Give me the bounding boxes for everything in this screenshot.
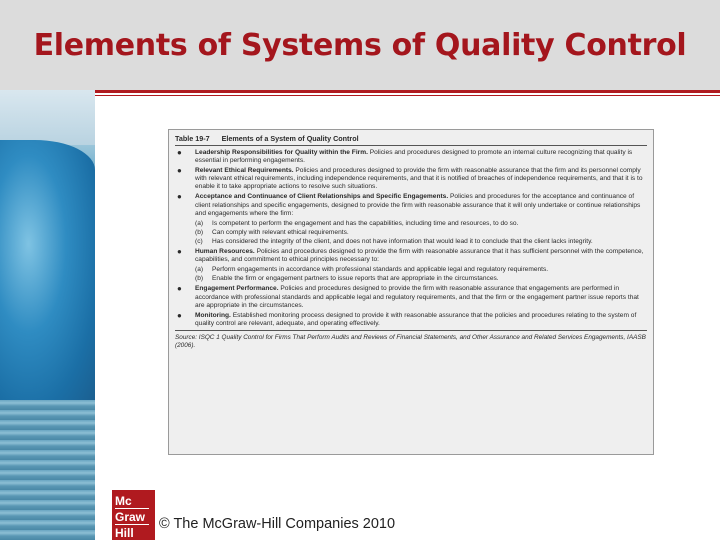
iceberg-image [0, 90, 95, 540]
list-item [175, 167, 647, 191]
table-caption [175, 134, 647, 143]
table-rule [175, 145, 647, 146]
sub-item: (c) Has considered the integrity of the client, and does not have information that would lead it to conclude that the client lacks integrity. [195, 237, 593, 245]
sub-item: (b) Enable the firm or engagement partners to issue reports that are appropriate in the circumstances. [195, 275, 499, 283]
sub-item: (a) Is competent to perform the engagement and has the capabilities, including time and resources, to do so. [195, 219, 519, 227]
item-body: Policies and procedures for the acceptance and continuance of client relationships and specific engagements, designed to provide the firm with reasonable assurance that it will only undertake or continue relationships and engagements where the firm: [195, 193, 641, 217]
iceberg-ice [0, 140, 95, 400]
title-bar [0, 0, 720, 90]
logo-line: Graw [115, 510, 149, 525]
table-heading: Elements of a System of Quality Control [221, 134, 359, 143]
copyright-text: © The McGraw-Hill Companies 2010 [159, 516, 396, 532]
table-source: Source: ISQC 1 Quality Control for Firms That Perform Audits and Reviews of Financial Statements, and Other Assurance and Related Services Engagements, IAASB (2006). [175, 333, 646, 349]
mcgraw-hill-logo [112, 490, 155, 540]
iceberg-sky [0, 90, 95, 145]
item-head: Engagement Performance. [195, 285, 279, 293]
bullet: ● [177, 247, 182, 257]
bullet: ● [177, 284, 182, 294]
item-body: Policies and procedures designed to promote an internal culture recognizing that quality is essential in performing engagements. [195, 149, 633, 165]
item-head: Human Resources. [195, 248, 255, 256]
item-head: Relevant Ethical Requirements. [195, 167, 294, 175]
quality-control-table [168, 129, 654, 455]
item-body: Policies and procedures designed to provide the firm with reasonable assurance that the firm and its personnel comply with relevant ethical requirements, including independence requirements, and that it is notified of breaches of independence requirements, and that it is to enable it to take appropriate actions to resolve such situations. [195, 167, 643, 191]
list-item [175, 248, 647, 264]
list-item [175, 193, 647, 217]
slide-title: Elements of Systems of Quality Control [33, 27, 687, 63]
item-head: Acceptance and Continuance of Client Relationships and Specific Engagements. [195, 193, 449, 201]
sub-item: (b) Can comply with relevant ethical requirements. [195, 228, 349, 236]
table-rule-bottom [175, 330, 647, 331]
bullet: ● [177, 148, 182, 157]
item-head: Leadership Responsibilities for Quality within the Firm. [195, 149, 368, 156]
sub-item: (a) Perform engagements in accordance with professional standards and applicable legal and regulatory requirements. [195, 266, 549, 274]
table-number: Table 19-7 [175, 134, 210, 143]
item-body: Policies and procedures designed to provide the firm with reasonable assurance that it has sufficient personnel with the competence, capabilities, and commitment to ethical principles necessary to: [195, 248, 644, 264]
list-item [175, 285, 647, 309]
bullet: ● [177, 310, 182, 320]
iceberg-water [0, 400, 95, 540]
bullet: ● [177, 166, 182, 176]
title-divider-thin [95, 95, 720, 96]
item-body: Policies and procedures designed to provide the firm with reasonable assurance that engagements are performed in accordance with professional standards and applicable legal and regulatory requirements, and that the firm or the engagement partner issue reports that are appropriate in the circumstances. [195, 285, 639, 309]
list-item [175, 149, 647, 165]
logo-line: Hill [115, 526, 134, 540]
bullet: ● [177, 192, 182, 202]
list-item [175, 312, 647, 328]
title-divider [95, 90, 720, 93]
item-body: Established monitoring process designed to provide it with reasonable assurance that the policies and procedures relating to the system of quality control are relevant, adequate, and operating effectively. [195, 311, 637, 327]
logo-line: Mc [115, 494, 149, 509]
item-head: Monitoring. [195, 311, 231, 319]
